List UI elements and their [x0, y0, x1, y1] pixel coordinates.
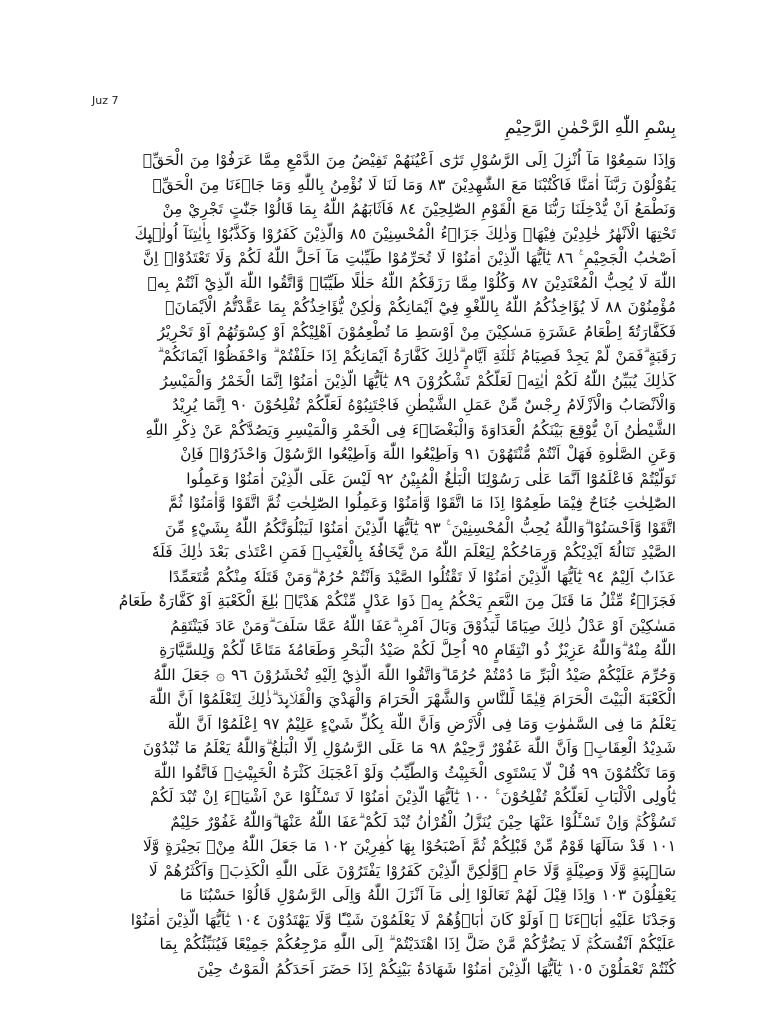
- verse-line: تَحْتِهَا الْاَنْهٰرُ خٰلِدِيْنَ فِيْهَاۗ وَذٰلِكَ جَزَاۤءُ الْمُحْسِنِيْنَ ٨٥ وَالَّذِيْنَ كَفَرُوْا وَكَذَّبُوْا بِاٰيٰتِنَآ اُولٰۤىِٕكَ: [134, 224, 676, 243]
- verse-line: فَكَفَّارَتُهٗٓ اِطْعَامُ عَشَرَةِ مَسٰكِيْنَ مِنْ اَوْسَطِ مَا تُطْعِمُوْنَ اَهْلِيْكُمْ اَوْ كِسْوَتُهُمْ اَوْ تَحْرِيْرُ: [157, 322, 676, 341]
- verse-line: فَجَزَاۤءٌ مِّثْلُ مَا قَتَلَ مِنَ النَّعَمِ يَحْكُمُ بِهٖ ذَوَا عَدْلٍ مِّنْكُمْ هَدْيًاۢ بٰلِغَ الْكَعْبَةِ اَوْ كَفَّارَةٌ طَعَامُ: [118, 592, 676, 610]
- verse-line: الصَّيْدِ تَنَالُهٗٓ اَيْدِيْكُمْ وَرِمَاحُكُمْ لِيَعْلَمَ اللّٰهُ مَنْ يَّخَافُهٗ بِالْغَيْبِۚ فَمَنِ اعْتَدٰى بَعْدَ ذٰلِكَ فَلَهٗ: [151, 543, 676, 561]
- verse-line: الْكَعْبَةَ الْبَيْتَ الْحَرَامَ قِيٰمًا لِّلنَّاسِ وَالشَّهْرَ الْحَرَامَ وَالْهَدْيَ وَالْقَلَاۤىِٕدَ ۗذٰلِكَ لِتَعْلَمُوْٓا اَنَّ اللّٰهَ: [148, 690, 676, 708]
- verse-line: اللّٰهَ لَا يُحِبُّ الْمُعْتَدِيْنَ ٨٧ وَكُلُوْا مِمَّا رَزَقَكُمُ اللّٰهُ حَلٰلًا طَيِّبًاۖ وَّاتَّقُوا اللّٰهَ الَّذِيْٓ اَنْتُمْ بِهٖ: [147, 273, 676, 292]
- verse-line: يَعْلَمُ مَا فِى السَّمٰوٰتِ وَمَا فِى الْاَرْضِ وَاَنَّ اللّٰهَ بِكُلِّ شَيْءٍ عَلِيْمٌ ٩٧ اِعْلَمُوْٓا اَنَّ اللّٰهَ: [167, 714, 676, 733]
- verse-line: وَعَنِ الصَّلٰوةِ فَهَلْ اَنْتُمْ مُّنْتَهُوْنَ ٩١ وَاَطِيْعُوا اللّٰهَ وَاَطِيْعُوا الرَّسُوْلَ وَاحْذَرُوْاۚ فَاِنْ: [180, 445, 676, 463]
- verse-line: اتَّقَوْا وَّاَحْسَنُوْا ۗوَاللّٰهُ يُحِبُّ الْمُحْسِنِيْنَ ࣖ ٩٣ يٰٓاَيُّهَا الَّذِيْنَ اٰمَنُوْا لَيَبْلُوَنَّكُمُ اللّٰهُ بِشَيْءٍ مِّنَ: [165, 518, 676, 537]
- verse-line: سَاۤىِٕبَةٍ وَّلَا وَصِيْلَةٍ وَّلَا حَامٍ ۙوَّلٰكِنَّ الَّذِيْنَ كَفَرُوْا يَفْتَرُوْنَ عَلَى اللّٰهِ الْكَذِبَۗ وَاَكْثَرُهُمْ لَا: [148, 861, 676, 880]
- verse-line: تَسُؤْكُمْۚ وَاِنْ تَسْـَٔلُوْا عَنْهَا حِيْنَ يُنَزَّلُ الْقُرْاٰنُ تُبْدَ لَكُمْ ۗعَفَا اللّٰهُ عَنْهَا ۗوَاللّٰهُ غَفُوْرٌ حَلِيْمٌ: [170, 812, 676, 831]
- verse-line: عَلَيْكُمْ اَنْفُسَكُمْۚ لَا يَضُرُّكُمْ مَّنْ ضَلَّ اِذَا اهْتَدَيْتُمْ ۗ اِلَى اللّٰهِ مَرْجِعُكُمْ جَمِيْعًا فَيُنَبِّئُكُمْ بِمَا: [159, 935, 676, 953]
- verse-line: الشَّيْطٰنُ اَنْ يُّوْقِعَ بَيْنَكُمُ الْعَدَاوَةَ وَالْبَغْضَاۤءَ فِى الْخَمْرِ وَالْمَيْسِرِ وَيَصُدَّكُمْ عَنْ ذِكْرِ اللّٰهِ: [145, 420, 676, 439]
- verse-line: وَمَا تَكْتُمُوْنَ ٩٩ قُلْ لَّا يَسْتَوِى الْخَبِيْثُ وَالطَّيِّبُ وَلَوْ اَعْجَبَكَ كَثْرَةُ الْخَبِيْثِۚ فَاتَّقُوا اللّٰهَ: [153, 763, 676, 782]
- basmala: بِسْمِ اللّٰهِ الرَّحْمٰنِ الرَّحِيْمِ: [505, 118, 676, 138]
- verse-line: مَسٰكِيْنَ اَوْ عَدْلُ ذٰلِكَ صِيَامًا لِّيَذُوْقَ وَبَالَ اَمْرِهٖ ۗعَفَا اللّٰهُ عَمَّا سَلَفَ ۗوَمَنْ عَادَ فَيَنْتَقِمُ: [170, 616, 676, 635]
- verse-line: كَذٰلِكَ يُبَيِّنُ اللّٰهُ لَكُمْ اٰيٰتِهٖ لَعَلَّكُمْ تَشْكُرُوْنَ ٨٩ يٰٓاَيُّهَا الَّذِيْنَ اٰمَنُوْٓا اِنَّمَا الْخَمْرُ وَالْمَيْسِرُ: [160, 371, 676, 390]
- verse-line: وَالْاَنْصَابُ وَالْاَزْلَامُ رِجْسٌ مِّنْ عَمَلِ الشَّيْطٰنِ فَاجْتَنِبُوْهُ لَعَلَّكُمْ تُفْلِحُوْنَ ٩٠ اِنَّمَا يُرِيْدُ: [172, 396, 676, 414]
- verse-line: وَجَدْنَا عَلَيْهِ اٰبَاۤءَنَا ۗ اَوَلَوْ كَانَ اٰبَاۤؤُهُمْ لَا يَعْلَمُوْنَ شَيْـًٔا وَّلَا يَهْتَدُوْنَ ١٠٤ يٰٓاَيُّهَا الَّذِيْنَ اٰمَنُوْا: [130, 910, 676, 929]
- verse-line: يَقُوْلُوْنَ رَبَّنَآ اٰمَنَّا فَاكْتُبْنَا مَعَ الشّٰهِدِيْنَ ٨٣ وَمَا لَنَا لَا نُؤْمِنُ بِاللّٰهِ وَمَا جَاۤءَنَا مِنَ الْحَقِّۙ: [152, 175, 676, 194]
- verse-line: الصّٰلِحٰتِ جُنَاحٌ فِيْمَا طَعِمُوْٓا اِذَا مَا اتَّقَوْا وَّاٰمَنُوْا وَعَمِلُوا الصّٰلِحٰتِ ثُمَّ اتَّقَوْا وَّاٰمَنُوْا ثُمَّ: [168, 494, 676, 512]
- verse-line: تَوَلَّيْتُمْ فَاعْلَمُوْٓا اَنَّمَا عَلٰى رَسُوْلِنَا الْبَلٰغُ الْمُبِيْنُ ٩٢ لَيْسَ عَلَى الَّذِيْنَ اٰمَنُوْا وَعَمِلُوا: [186, 469, 676, 488]
- juz-label: Juz 7: [92, 94, 119, 107]
- verse-line: كُنْتُمْ تَعْمَلُوْنَ ١٠٥ يٰٓاَيُّهَا الَّذِيْنَ اٰمَنُوْا شَهَادَةُ بَيْنِكُمْ اِذَا حَضَرَ اَحَدَكُمُ الْمَوْتُ حِيْنَ: [196, 959, 676, 978]
- verse-line: اَصْحٰبُ الْجَحِيْمِ ࣖ ٨٦ يٰٓاَيُّهَا الَّذِيْنَ اٰمَنُوْا لَا تُحَرِّمُوْا طَيِّبٰتِ مَآ اَحَلَّ اللّٰهُ لَكُمْ وَلَا تَعْتَدُوْاۗ اِنَّ: [142, 249, 676, 267]
- verse-line: رَقَبَةٍ ۗفَمَنْ لَّمْ يَجِدْ فَصِيَامُ ثَلٰثَةِ اَيَّامٍ ۗذٰلِكَ كَفَّارَةُ اَيْمَانِكُمْ اِذَا حَلَفْتُمْ ۗ وَاحْفَظُوْٓا اَيْمَانَكُمْ ۗ: [157, 347, 676, 365]
- verse-line: عَذَابٌ اَلِيْمٌ ٩٤ يٰٓاَيُّهَا الَّذِيْنَ اٰمَنُوْا لَا تَقْتُلُوا الصَّيْدَ وَاَنْتُمْ حُرُمٌ ۗوَمَنْ قَتَلَهٗ مِنْكُمْ مُّتَعَمِّدًا: [168, 567, 676, 586]
- verse-line: يٰٓاُولِى الْاَلْبَابِ لَعَلَّكُمْ تُفْلِحُوْنَ ࣖ ١٠٠ يٰٓاَيُّهَا الَّذِيْنَ اٰمَنُوْا لَا تَسْـَٔلُوْا عَنْ اَشْيَاۤءَ اِنْ تُبْدَ لَكُمْ: [150, 788, 676, 806]
- verse-line: اللّٰهُ مِنْهُ ۗوَاللّٰهُ عَزِيْزٌ ذُو انْتِقَامٍ ٩٥ اُحِلَّ لَكُمْ صَيْدُ الْبَحْرِ وَطَعَامُهٗ مَتَاعًا لَّكُمْ وَلِلسَّيَّارَةِ: [159, 641, 676, 659]
- verse-line: وَاِذَا سَمِعُوْا مَآ اُنْزِلَ اِلَى الرَّسُوْلِ تَرٰٓى اَعْيُنَهُمْ تَفِيْضُ مِنَ الدَّمْعِ مِمَّا عَرَفُوْا مِنَ الْحَقِّۚ: [142, 151, 676, 169]
- verse-line: وَنَطْمَعُ اَنْ يُّدْخِلَنَا رَبُّنَا مَعَ الْقَوْمِ الصّٰلِحِيْنَ ٨٤ فَاَثَابَهُمُ اللّٰهُ بِمَا قَالُوْا جَنّٰتٍ تَجْرِيْ مِنْ: [162, 200, 676, 218]
- verse-line: ١٠١ قَدْ سَاَلَهَا قَوْمٌ مِّنْ قَبْلِكُمْ ثُمَّ اَصْبَحُوْا بِهَا كٰفِرِيْنَ ١٠٢ مَا جَعَلَ اللّٰهُ مِنْۢ بَحِيْرَةٍ وَّلَا: [142, 837, 676, 855]
- verse-line: يَعْقِلُوْنَ ١٠٣ وَاِذَا قِيْلَ لَهُمْ تَعَالَوْا اِلٰى مَآ اَنْزَلَ اللّٰهُ وَاِلَى الرَّسُوْلِ قَالُوْا حَسْبُنَا مَا: [179, 886, 676, 904]
- verse-line: شَدِيْدُ الْعِقَابِۙ وَاَنَّ اللّٰهَ غَفُوْرٌ رَّحِيْمٌ ٩٨ مَا عَلَى الرَّسُوْلِ اِلَّا الْبَلٰغُ ۗوَاللّٰهُ يَعْلَمُ مَا تُبْدُوْنَ: [142, 739, 676, 757]
- verses-text: [100, 148, 676, 981]
- verse-line: ۚوَحُرِّمَ عَلَيْكُمْ صَيْدُ الْبَرِّ مَا دُمْتُمْ حُرُمًا ۗوَاتَّقُوا اللّٰهَ الَّذِيْٓ اِلَيْهِ تُحْشَرُوْنَ ٩٦ ۞ جَعَلَ اللّٰهُ: [153, 665, 676, 684]
- verse-line: مُؤْمِنُوْنَ ٨٨ لَا يُؤَاخِذُكُمُ اللّٰهُ بِاللَّغْوِ فِيْٓ اَيْمَانِكُمْ وَلٰكِنْ يُّؤَاخِذُكُمْ بِمَا عَقَّدْتُّمُ الْاَيْمَانَۚ: [165, 298, 676, 316]
